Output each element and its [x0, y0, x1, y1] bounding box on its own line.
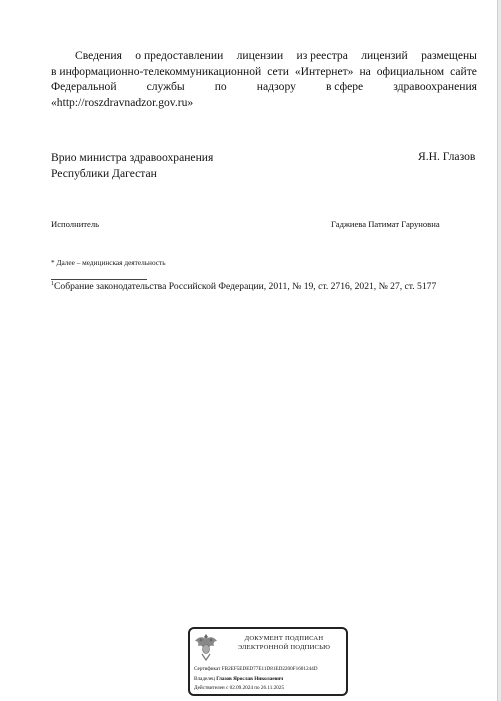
certificate-label: Сертификат: [194, 666, 221, 672]
paragraph-line-3: [51, 79, 477, 95]
footnote-text: Собрание законодательства Российской Федерации, 2011, № 19, ст. 2716, 2021, № 27, ст. 5177: [54, 281, 437, 292]
word: на: [359, 64, 371, 78]
paragraph-line-1: [51, 48, 477, 64]
owner-value: Глазов Ярослав Николаевич: [216, 675, 284, 682]
certificate-value: FB2EF5EDED77E11D81ED2200F1601244D: [221, 666, 318, 672]
word: «Интернет»: [294, 64, 354, 78]
paragraph-line-2: [51, 64, 477, 80]
owner-row: [194, 675, 318, 685]
activity-note: * Далее – медицинская деятельность: [51, 258, 166, 267]
executor-name: Гаджиева Патимат Гаруновна: [331, 219, 440, 229]
word: лицензий: [361, 49, 408, 62]
signatory-title-line-2: Республики Дагестан: [51, 166, 157, 180]
word: службы: [146, 80, 185, 93]
stamp-header: [222, 635, 346, 652]
word: в сфере: [325, 80, 364, 93]
word: из реестра: [296, 49, 348, 62]
footnote: [51, 281, 436, 292]
coat-of-arms-icon: [193, 632, 219, 662]
main-paragraph: [51, 48, 477, 110]
word: размещены: [421, 49, 477, 62]
word: здравоохранения: [393, 80, 477, 93]
footnote-divider: [51, 279, 147, 280]
electronic-signature-stamp: [188, 627, 348, 696]
footnote-marker: 1: [51, 281, 54, 287]
stamp-header-line-2: ЭЛЕКТРОННОЙ ПОДПИСЬЮ: [237, 643, 331, 651]
website-link: «http://roszdravnadzor.gov.ru»: [51, 95, 194, 109]
word: Сведения: [75, 49, 122, 62]
validity-row: Действителен с 02.09.2024 по 26.11.2025: [194, 685, 285, 691]
word: о предоставлении: [135, 49, 224, 62]
certificate-row: [194, 665, 318, 675]
word: лицензии: [236, 49, 284, 62]
word: по: [214, 80, 227, 93]
signatory-title: [51, 150, 213, 181]
executor-label: Исполнитель: [51, 219, 100, 229]
word: сайте: [450, 64, 477, 78]
stamp-details: [194, 665, 318, 694]
stamp-header-line-1: ДОКУМЕНТ ПОДПИСАН: [244, 635, 324, 642]
signatory-title-line-1: Врио министра здравоохранения: [51, 151, 214, 164]
owner-label: Владелец: [194, 675, 215, 682]
paragraph-line-4: [51, 95, 477, 111]
word: Федеральной: [51, 80, 117, 93]
word: официальном: [376, 64, 445, 78]
signatory-name: Я.Н. Глазов: [418, 150, 476, 163]
word: сети: [267, 64, 289, 78]
word: надзору: [256, 80, 296, 93]
word: в информационно-телекоммуникационной: [51, 64, 262, 78]
